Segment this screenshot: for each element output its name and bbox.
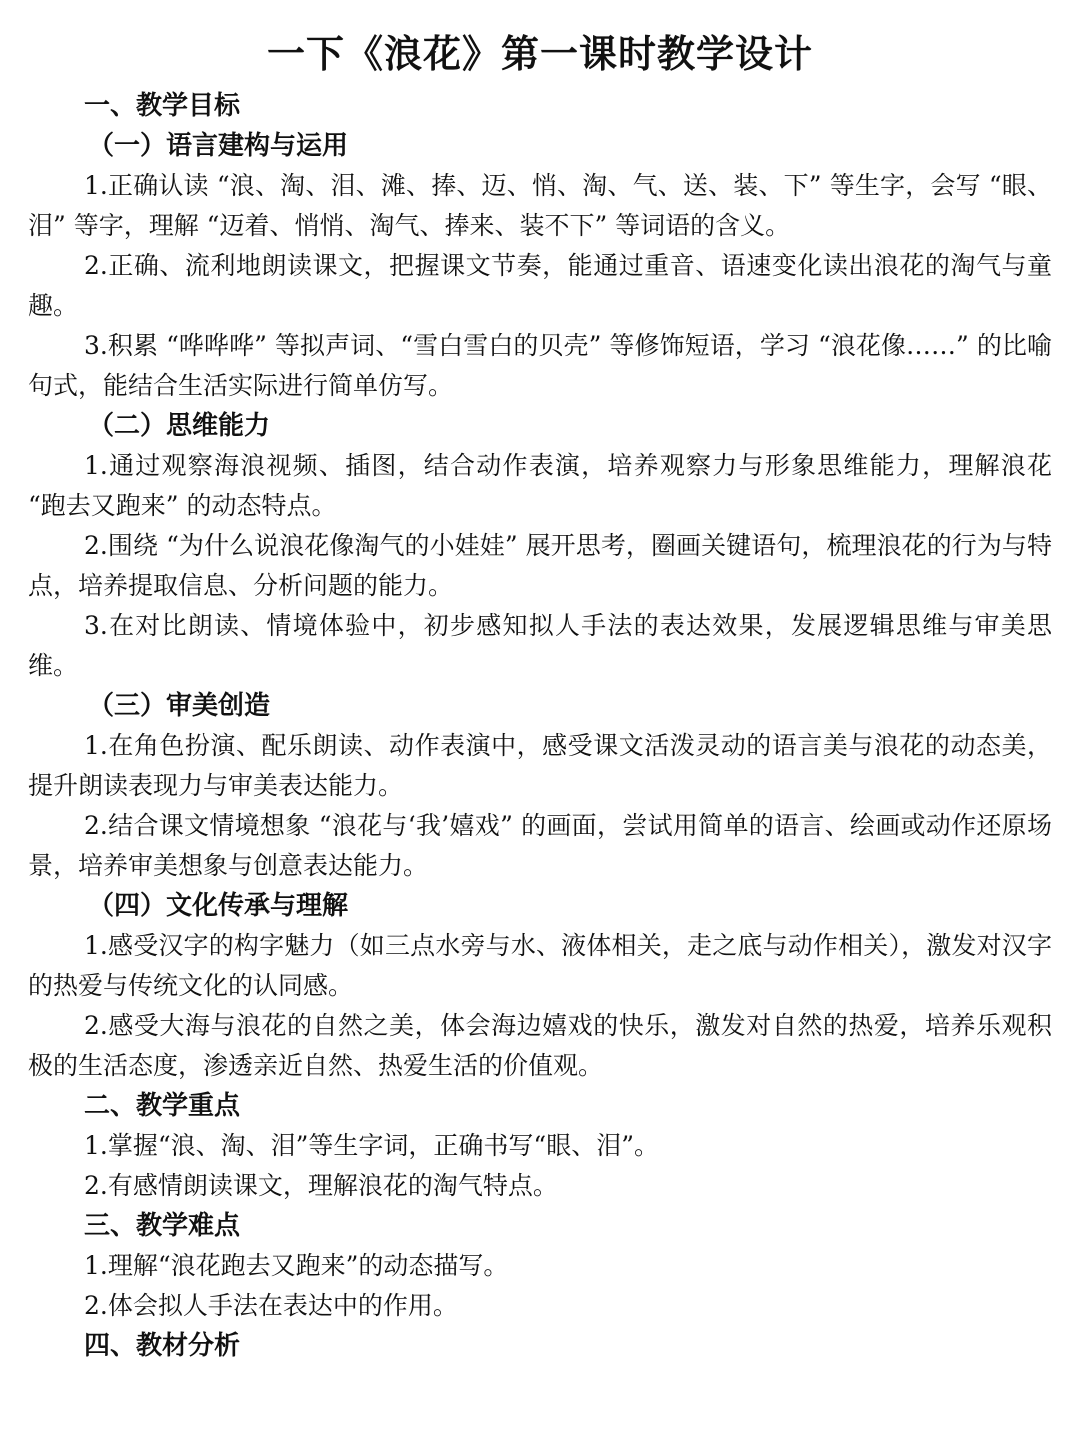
paragraph: 1.在角色扮演、配乐朗读、动作表演中，感受课文活泼灵动的语言美与浪花的动态美，提升朗读表现力与审美表达能力。 <box>28 731 1052 800</box>
paragraph: 2.结合课文情境想象 “浪花与‘我’嬉戏” 的画面，尝试用简单的语言、绘画或动作还原场景，培养审美想象与创意表达能力。 <box>28 811 1052 880</box>
paragraph: 2.围绕 “为什么说浪花像淘气的小娃娃” 展开思考，圈画关键语句，梳理浪花的行为与特点，培养提取信息、分析问题的能力。 <box>28 531 1052 600</box>
subsection-heading-culture: （四）文化传承与理解 <box>88 891 349 921</box>
subsection-heading-aesthetic: （三）审美创造 <box>88 691 271 721</box>
section-heading-goals: 一、教学目标 <box>84 91 241 121</box>
paragraph: 1.感受汉字的构字魅力（如三点水旁与水、液体相关，走之底与动作相关），激发对汉字的热爱与传统文化的认同感。 <box>28 931 1052 1000</box>
list-item: 1.掌握“浪、淘、泪”等生字词，正确书写“眼、泪”。 <box>84 1131 659 1160</box>
paragraph: 2.正确、流利地朗读课文，把握课文节奏，能通过重音、语速变化读出浪花的淘气与童趣。 <box>28 251 1052 320</box>
paragraph: 1.正确认读 “浪、淘、泪、滩、捧、迈、悄、淘、气、送、装、下” 等生字，会写 “眼、泪” 等字，理解 “迈着、悄悄、淘气、捧来、装不下” 等词语的含义。 <box>28 171 1052 240</box>
section-heading-material-analysis: 四、教材分析 <box>84 1331 241 1361</box>
subsection-heading-language: （一）语言建构与运用 <box>88 131 349 161</box>
list-item: 1.理解“浪花跑去又跑来”的动态描写。 <box>84 1251 509 1280</box>
subsection-heading-thinking: （二）思维能力 <box>88 411 271 441</box>
paragraph: 2.感受大海与浪花的自然之美，体会海边嬉戏的快乐，激发对自然的热爱，培养乐观积极的生活态度，渗透亲近自然、热爱生活的价值观。 <box>28 1011 1052 1080</box>
paragraph: 3.在对比朗读、情境体验中，初步感知拟人手法的表达效果，发展逻辑思维与审美思维。 <box>28 611 1052 680</box>
paragraph: 1.通过观察海浪视频、插图，结合动作表演，培养观察力与形象思维能力，理解浪花 “跑去又跑来” 的动态特点。 <box>28 451 1052 520</box>
paragraph: 3.积累 “哗哗哗” 等拟声词、“雪白雪白的贝壳” 等修饰短语，学习 “浪花像……” 的比喻句式，能结合生活实际进行简单仿写。 <box>28 331 1052 400</box>
section-heading-key-points: 二、教学重点 <box>84 1091 241 1121</box>
list-item: 2.有感情朗读课文，理解浪花的淘气特点。 <box>84 1171 558 1200</box>
section-heading-difficulties: 三、教学难点 <box>84 1211 241 1241</box>
document-title: 一下《浪花》第一课时教学设计 <box>266 32 813 76</box>
list-item: 2.体会拟人手法在表达中的作用。 <box>84 1291 458 1320</box>
